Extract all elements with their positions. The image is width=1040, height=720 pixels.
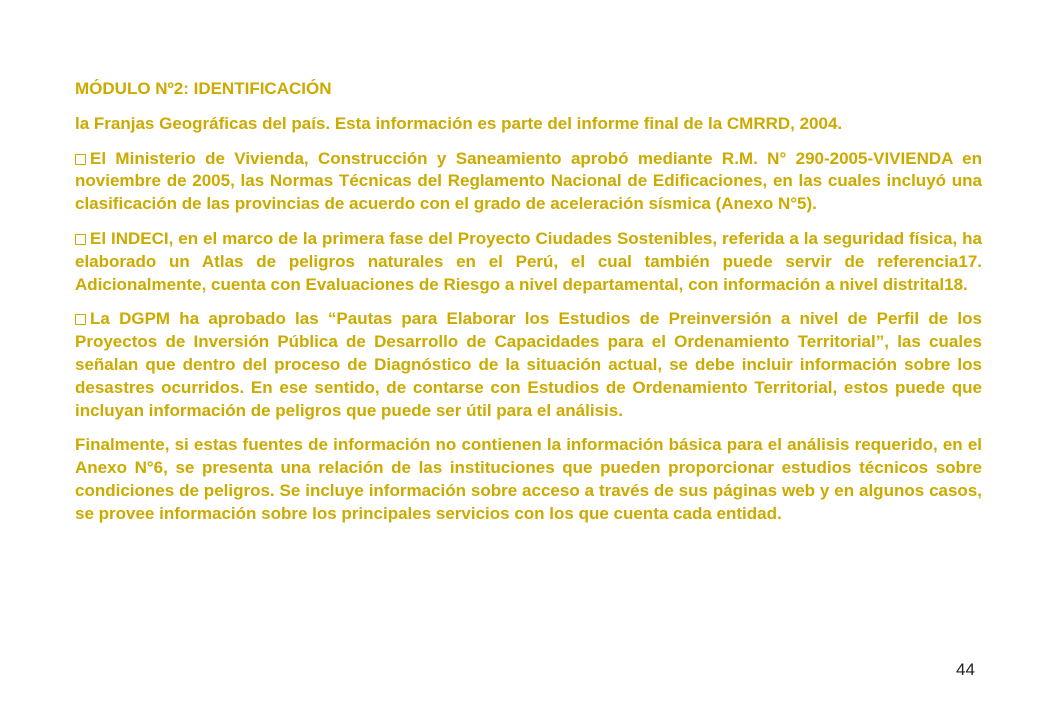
- document-body: [75, 78, 982, 538]
- paragraph-finalmente: [75, 434, 982, 525]
- paragraph-text: Finalmente, si estas fuentes de información no contienen la información básica para el análisis requerido, en el Anexo N°6, se presenta una relación de las instituciones que pueden proporcionar estudios técnicos sobre condiciones de peligros. Se incluye información sobre acceso a través de sus páginas web y en algunos casos, se provee información sobre los principales servicios con los que cuenta cada entidad.: [75, 435, 982, 523]
- square-bullet-icon: [75, 314, 86, 325]
- paragraph-text: la Franjas Geográficas del país. Esta información es parte del informe final de la CMRRD, 2004.: [75, 113, 843, 133]
- paragraph-text: El INDECI, en el marco de la primera fase del Proyecto Ciudades Sostenibles, referida a la seguridad física, ha elaborado un Atlas de peligros naturales en el Perú, el cual también puede servir de referencia17. Adicionalmente, cuenta con Evaluaciones de Riesgo a nivel departamental, con información a nivel distrital18.: [75, 228, 982, 294]
- paragraph-ministerio: [75, 148, 982, 216]
- square-bullet-icon: [75, 234, 86, 245]
- square-bullet-icon: [75, 154, 86, 165]
- module-heading: MÓDULO Nº2: IDENTIFICACIÓN: [75, 79, 332, 98]
- paragraph-text: La DGPM ha aprobado las “Pautas para Elaborar los Estudios de Preinversión a nivel de Perfil de los Proyectos de Inversión Pública de Desarrollo de Capacidades para el Ordenamiento Territorial”, las cuales señalan que dentro del proceso de Diagnóstico de la situación actual, se debe incluir información sobre los desastres ocurridos. En ese sentido, de contarse con Estudios de Ordenamiento Territorial, estos puede que incluyan información de peligros que puede ser útil para el análisis.: [75, 309, 982, 420]
- paragraph-dgpm: [75, 308, 982, 422]
- paragraph-text: El Ministerio de Vivienda, Construcción y Saneamiento aprobó mediante R.M. N° 290-2005-VIVIENDA en noviembre de 2005, las Normas Técnicas del Reglamento Nacional de Edificaciones, en las cuales incluyó una clasificación de las provincias de acuerdo con el grado de aceleración sísmica (Anexo N°5).: [75, 148, 982, 214]
- page-number: 44: [956, 660, 975, 679]
- paragraph-franjas: [75, 113, 982, 136]
- paragraph-indeci: [75, 228, 982, 296]
